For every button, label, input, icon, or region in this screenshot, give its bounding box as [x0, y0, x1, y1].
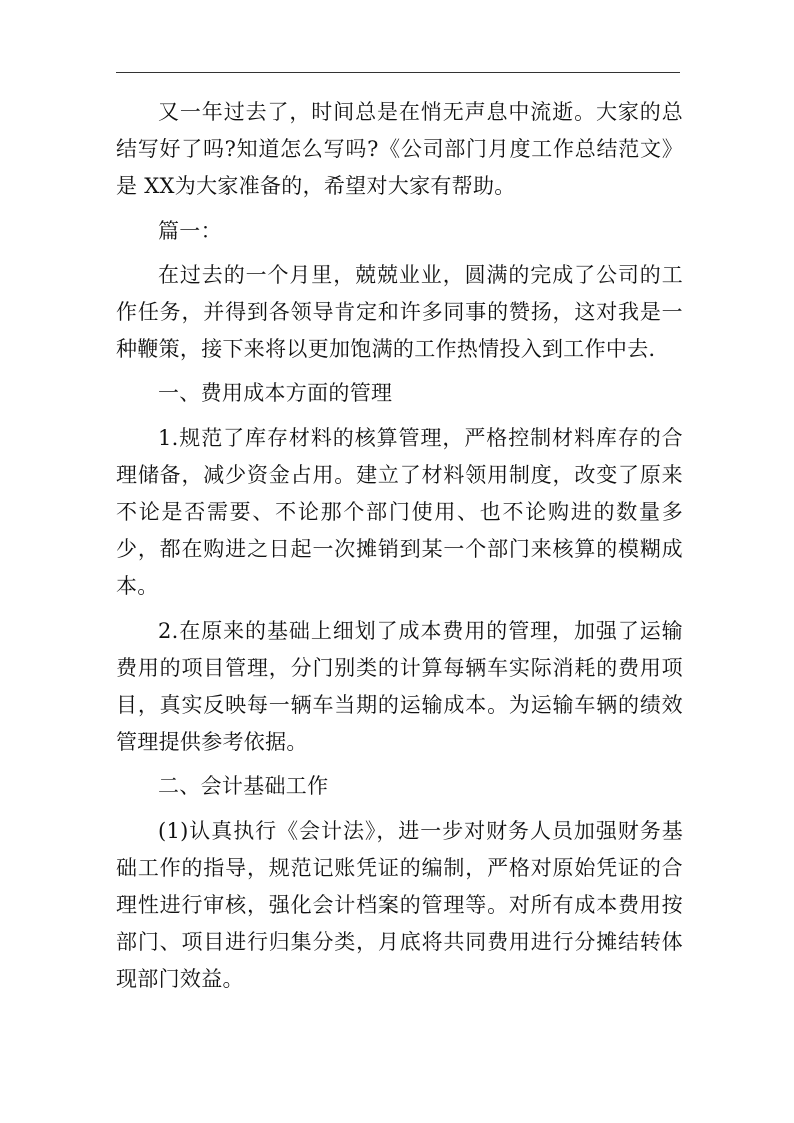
- intro-paragraph: 又一年过去了，时间总是在悄无声息中流逝。大家的总结写好了吗?知道怎么写吗?《公司部门月度工作总结范文》是 XX为大家准备的，希望对大家有帮助。: [116, 100, 683, 199]
- header-divider: [116, 72, 680, 73]
- document-body: [116, 94, 683, 1006]
- heading-accounting-basics: 二、会计基础工作: [158, 774, 329, 799]
- accounting-item-1: (1)认真执行《会计法》，进一步对财务人员加强财务基础工作的指导，规范记账凭证的编制，严格对原始凭证的合理性进行审核，强化会计档案的管理等。对所有成本费用按部门、项目进行归集分类，月底将共同费用进行分摊结转体现部门效益。: [116, 818, 683, 992]
- section-label-part-one: 篇一：: [158, 218, 222, 243]
- summary-paragraph: 在过去的一个月里，兢兢业业，圆满的完成了公司的工作任务，并得到各领导肯定和许多同事的赞扬，这对我是一种鞭策，接下来将以更加饱满的工作热情投入到工作中去．: [116, 262, 683, 362]
- cost-item-2: 2.在原来的基础上细划了成本费用的管理，加强了运输费用的项目管理，分门别类的计算每辆车实际消耗的费用项目，真实反映每一辆车当期的运输成本。为运输车辆的绩效管理提供参考依据。: [116, 618, 683, 755]
- cost-item-1: 1.规范了库存材料的核算管理，严格控制材料库存的合理储备，减少资金占用。建立了材料领用制度，改变了原来不论是否需要、不论那个部门使用、也不论购进的数量多少，都在购进之日起一次摊销到某一个部门来核算的模糊成本。: [116, 425, 683, 599]
- heading-cost-management: 一、费用成本方面的管理: [158, 381, 393, 406]
